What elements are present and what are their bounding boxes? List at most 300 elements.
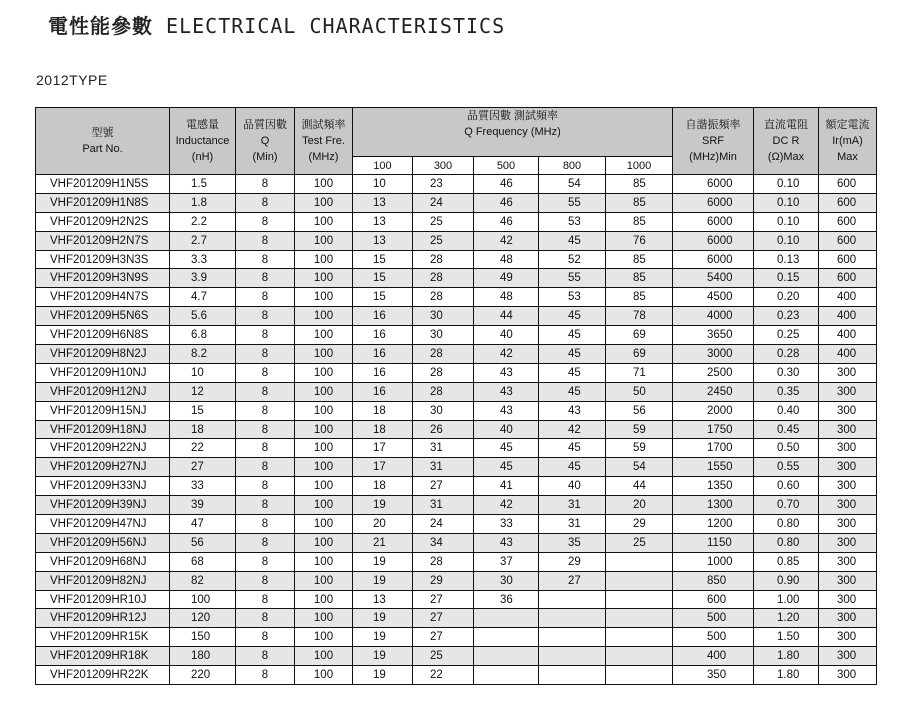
cell-part-no: VHF201209H1N5S [36, 175, 170, 194]
cell-dcr: 0.80 [754, 515, 819, 534]
cell-q-500: 42 [474, 345, 539, 364]
header-freq-100: 100 [353, 157, 413, 175]
header-row [36, 108, 877, 157]
cell-ir: 600 [819, 175, 877, 194]
cell-q-500 [474, 647, 539, 666]
cell-part-no: VHF201209HR10J [36, 590, 170, 609]
cell-q-800: 53 [539, 288, 606, 307]
cell-srf: 600 [673, 590, 754, 609]
cell-q-1000: 85 [606, 288, 673, 307]
cell-dcr: 0.25 [754, 326, 819, 345]
cell-q-100: 18 [353, 420, 413, 439]
cell-ir: 300 [819, 420, 877, 439]
table-row [36, 345, 877, 364]
cell-q-800 [539, 590, 606, 609]
cell-test-freq: 100 [295, 382, 353, 401]
cell-q-min: 8 [236, 647, 295, 666]
cell-dcr: 1.20 [754, 609, 819, 628]
cell-q-min: 8 [236, 345, 295, 364]
cell-inductance: 4.7 [170, 288, 236, 307]
cell-q-500: 40 [474, 326, 539, 345]
cell-q-300: 23 [413, 175, 474, 194]
cell-q-300: 27 [413, 628, 474, 647]
cell-ir: 300 [819, 363, 877, 382]
cell-q-min: 8 [236, 175, 295, 194]
cell-dcr: 0.10 [754, 193, 819, 212]
cell-test-freq: 100 [295, 590, 353, 609]
cell-srf: 1750 [673, 420, 754, 439]
cell-q-1000 [606, 609, 673, 628]
cell-test-freq: 100 [295, 363, 353, 382]
cell-q-100: 19 [353, 496, 413, 515]
cell-part-no: VHF201209H12NJ [36, 382, 170, 401]
cell-test-freq: 100 [295, 175, 353, 194]
cell-q-100: 16 [353, 382, 413, 401]
table-row [36, 609, 877, 628]
cell-inductance: 2.7 [170, 231, 236, 250]
cell-q-500 [474, 666, 539, 685]
cell-ir: 600 [819, 231, 877, 250]
cell-q-800 [539, 609, 606, 628]
cell-test-freq: 100 [295, 515, 353, 534]
cell-dcr: 0.35 [754, 382, 819, 401]
table-row [36, 382, 877, 401]
header-test-freq-unit: (MHz) [308, 151, 339, 163]
header-srf-en: SRF [702, 135, 724, 147]
cell-q-300: 25 [413, 647, 474, 666]
cell-ir: 600 [819, 193, 877, 212]
header-q-cjk: 品質因數 [243, 119, 287, 131]
cell-inductance: 1.5 [170, 175, 236, 194]
cell-q-500: 42 [474, 231, 539, 250]
cell-dcr: 1.00 [754, 590, 819, 609]
page-title [48, 10, 505, 39]
cell-srf: 2000 [673, 401, 754, 420]
header-freq-800: 800 [539, 157, 606, 175]
cell-q-100: 16 [353, 363, 413, 382]
cell-q-800: 29 [539, 552, 606, 571]
cell-q-300: 22 [413, 666, 474, 685]
cell-inductance: 56 [170, 533, 236, 552]
cell-inductance: 220 [170, 666, 236, 685]
cell-test-freq: 100 [295, 571, 353, 590]
header-test-freq-en: Test Fre. [302, 135, 345, 147]
header-q-frequency-en: Q Frequency (MHz) [464, 126, 561, 138]
cell-part-no: VHF201209H39NJ [36, 496, 170, 515]
cell-inductance: 33 [170, 477, 236, 496]
cell-q-100: 16 [353, 326, 413, 345]
cell-srf: 500 [673, 609, 754, 628]
header-srf [673, 108, 754, 175]
cell-q-min: 8 [236, 401, 295, 420]
cell-ir: 300 [819, 647, 877, 666]
cell-part-no: VHF201209H82NJ [36, 571, 170, 590]
header-freq-500: 500 [474, 157, 539, 175]
cell-q-100: 13 [353, 590, 413, 609]
cell-dcr: 0.10 [754, 212, 819, 231]
header-dcr-cjk: 直流電阻 [764, 119, 808, 131]
cell-srf: 1550 [673, 458, 754, 477]
cell-q-500: 43 [474, 363, 539, 382]
cell-q-800: 45 [539, 458, 606, 477]
cell-test-freq: 100 [295, 458, 353, 477]
cell-test-freq: 100 [295, 496, 353, 515]
header-freq-300: 300 [413, 157, 474, 175]
type-label: 2012TYPE [36, 72, 108, 88]
cell-q-1000: 56 [606, 401, 673, 420]
table-row [36, 175, 877, 194]
table-row [36, 307, 877, 326]
cell-ir: 300 [819, 609, 877, 628]
cell-ir: 300 [819, 382, 877, 401]
cell-q-300: 28 [413, 345, 474, 364]
header-dcr-en: DC R [772, 135, 800, 147]
table-row [36, 515, 877, 534]
cell-dcr: 1.80 [754, 647, 819, 666]
cell-part-no: VHF201209H2N7S [36, 231, 170, 250]
cell-ir: 300 [819, 496, 877, 515]
cell-q-1000: 54 [606, 458, 673, 477]
cell-q-100: 16 [353, 307, 413, 326]
cell-q-500 [474, 628, 539, 647]
header-inductance [170, 108, 236, 175]
cell-test-freq: 100 [295, 193, 353, 212]
cell-q-min: 8 [236, 590, 295, 609]
cell-test-freq: 100 [295, 609, 353, 628]
table-row [36, 439, 877, 458]
cell-q-min: 8 [236, 288, 295, 307]
cell-q-100: 19 [353, 628, 413, 647]
table-body [36, 175, 877, 685]
cell-inductance: 180 [170, 647, 236, 666]
cell-q-min: 8 [236, 231, 295, 250]
cell-q-300: 25 [413, 231, 474, 250]
cell-test-freq: 100 [295, 250, 353, 269]
cell-inductance: 100 [170, 590, 236, 609]
cell-q-1000 [606, 571, 673, 590]
cell-srf: 4500 [673, 288, 754, 307]
cell-q-300: 24 [413, 193, 474, 212]
header-q-frequency-cjk: 品質因數 測試頻率 [466, 110, 559, 122]
header-freq-1000: 1000 [606, 157, 673, 175]
table-row [36, 269, 877, 288]
cell-dcr: 0.80 [754, 533, 819, 552]
cell-test-freq: 100 [295, 212, 353, 231]
cell-q-300: 31 [413, 496, 474, 515]
cell-q-100: 15 [353, 269, 413, 288]
cell-q-100: 19 [353, 609, 413, 628]
cell-q-min: 8 [236, 382, 295, 401]
cell-ir: 300 [819, 571, 877, 590]
cell-dcr: 0.60 [754, 477, 819, 496]
table-row [36, 288, 877, 307]
table-row [36, 231, 877, 250]
electrical-characteristics-table [35, 107, 877, 685]
cell-srf: 1300 [673, 496, 754, 515]
cell-q-500: 43 [474, 533, 539, 552]
cell-q-1000: 76 [606, 231, 673, 250]
cell-q-500: 37 [474, 552, 539, 571]
cell-part-no: VHF201209H3N9S [36, 269, 170, 288]
cell-q-500: 46 [474, 193, 539, 212]
cell-q-min: 8 [236, 439, 295, 458]
header-q-unit: (Min) [252, 151, 278, 163]
cell-q-800: 40 [539, 477, 606, 496]
cell-q-800 [539, 666, 606, 685]
cell-srf: 500 [673, 628, 754, 647]
cell-q-800: 53 [539, 212, 606, 231]
table-row [36, 590, 877, 609]
cell-q-300: 30 [413, 401, 474, 420]
cell-dcr: 0.20 [754, 288, 819, 307]
cell-q-300: 25 [413, 212, 474, 231]
cell-q-300: 28 [413, 552, 474, 571]
cell-q-300: 24 [413, 515, 474, 534]
cell-inductance: 39 [170, 496, 236, 515]
cell-part-no: VHF201209H6N8S [36, 326, 170, 345]
cell-q-min: 8 [236, 477, 295, 496]
cell-q-800: 27 [539, 571, 606, 590]
cell-part-no: VHF201209H15NJ [36, 401, 170, 420]
cell-dcr: 0.45 [754, 420, 819, 439]
cell-q-100: 10 [353, 175, 413, 194]
cell-q-800: 45 [539, 382, 606, 401]
cell-q-100: 19 [353, 647, 413, 666]
cell-test-freq: 100 [295, 288, 353, 307]
cell-part-no: VHF201209H2N2S [36, 212, 170, 231]
cell-q-1000: 71 [606, 363, 673, 382]
cell-srf: 5400 [673, 269, 754, 288]
cell-q-300: 31 [413, 439, 474, 458]
cell-q-min: 8 [236, 496, 295, 515]
cell-q-1000 [606, 666, 673, 685]
header-test-freq [295, 108, 353, 175]
cell-dcr: 0.10 [754, 231, 819, 250]
cell-ir: 300 [819, 590, 877, 609]
cell-q-min: 8 [236, 571, 295, 590]
cell-q-min: 8 [236, 420, 295, 439]
cell-test-freq: 100 [295, 231, 353, 250]
cell-q-500: 46 [474, 175, 539, 194]
cell-q-min: 8 [236, 458, 295, 477]
table-row [36, 420, 877, 439]
cell-q-300: 27 [413, 609, 474, 628]
cell-q-500: 36 [474, 590, 539, 609]
cell-srf: 2450 [673, 382, 754, 401]
cell-q-500: 48 [474, 288, 539, 307]
header-test-freq-cjk: 測試頻率 [301, 119, 346, 131]
cell-ir: 300 [819, 439, 877, 458]
table-row [36, 193, 877, 212]
table-row [36, 401, 877, 420]
cell-q-300: 30 [413, 326, 474, 345]
cell-test-freq: 100 [295, 307, 353, 326]
cell-q-300: 28 [413, 363, 474, 382]
cell-dcr: 0.70 [754, 496, 819, 515]
cell-q-1000: 59 [606, 420, 673, 439]
header-srf-cjk: 自諧振頻率 [685, 119, 741, 131]
cell-test-freq: 100 [295, 628, 353, 647]
cell-dcr: 0.10 [754, 175, 819, 194]
cell-inductance: 27 [170, 458, 236, 477]
cell-part-no: VHF201209H22NJ [36, 439, 170, 458]
cell-q-800: 54 [539, 175, 606, 194]
cell-q-800: 55 [539, 193, 606, 212]
cell-srf: 6000 [673, 193, 754, 212]
cell-part-no: VHF201209H33NJ [36, 477, 170, 496]
cell-q-1000: 29 [606, 515, 673, 534]
cell-test-freq: 100 [295, 647, 353, 666]
cell-q-800: 45 [539, 326, 606, 345]
table-row [36, 212, 877, 231]
cell-dcr: 0.50 [754, 439, 819, 458]
cell-q-100: 15 [353, 288, 413, 307]
cell-inductance: 47 [170, 515, 236, 534]
cell-part-no: VHF201209HR18K [36, 647, 170, 666]
cell-inductance: 3.3 [170, 250, 236, 269]
cell-q-800: 45 [539, 307, 606, 326]
cell-q-min: 8 [236, 193, 295, 212]
cell-q-500: 45 [474, 439, 539, 458]
cell-q-300: 27 [413, 477, 474, 496]
cell-q-min: 8 [236, 552, 295, 571]
cell-q-100: 13 [353, 231, 413, 250]
header-inductance-unit: (nH) [191, 151, 214, 163]
header-q-frequency [353, 108, 673, 157]
header-ir [819, 108, 877, 175]
cell-q-1000: 85 [606, 269, 673, 288]
header-q-en: Q [260, 135, 270, 147]
cell-srf: 1700 [673, 439, 754, 458]
cell-q-1000 [606, 552, 673, 571]
cell-q-1000: 20 [606, 496, 673, 515]
cell-test-freq: 100 [295, 345, 353, 364]
cell-part-no: VHF201209H68NJ [36, 552, 170, 571]
cell-q-800: 52 [539, 250, 606, 269]
cell-q-300: 31 [413, 458, 474, 477]
header-part-no [36, 108, 170, 175]
table-row [36, 458, 877, 477]
cell-srf: 6000 [673, 212, 754, 231]
cell-q-500: 41 [474, 477, 539, 496]
cell-q-100: 19 [353, 666, 413, 685]
cell-q-500: 43 [474, 382, 539, 401]
cell-q-300: 28 [413, 382, 474, 401]
cell-part-no: VHF201209H47NJ [36, 515, 170, 534]
cell-test-freq: 100 [295, 269, 353, 288]
cell-ir: 600 [819, 269, 877, 288]
cell-q-min: 8 [236, 269, 295, 288]
header-srf-unit: (MHz)Min [689, 151, 737, 163]
cell-q-min: 8 [236, 628, 295, 647]
cell-test-freq: 100 [295, 477, 353, 496]
cell-ir: 300 [819, 628, 877, 647]
cell-q-min: 8 [236, 363, 295, 382]
cell-q-1000: 85 [606, 212, 673, 231]
cell-ir: 300 [819, 666, 877, 685]
cell-dcr: 1.80 [754, 666, 819, 685]
cell-part-no: VHF201209HR15K [36, 628, 170, 647]
cell-part-no: VHF201209H5N6S [36, 307, 170, 326]
cell-q-1000: 69 [606, 326, 673, 345]
cell-srf: 1000 [673, 552, 754, 571]
cell-q-1000: 78 [606, 307, 673, 326]
cell-srf: 1350 [673, 477, 754, 496]
cell-q-800: 45 [539, 345, 606, 364]
cell-srf: 3650 [673, 326, 754, 345]
cell-q-300: 26 [413, 420, 474, 439]
cell-q-800: 45 [539, 231, 606, 250]
table-row [36, 250, 877, 269]
cell-q-800: 55 [539, 269, 606, 288]
cell-q-min: 8 [236, 515, 295, 534]
cell-q-100: 18 [353, 401, 413, 420]
cell-srf: 4000 [673, 307, 754, 326]
header-part-cjk: 型號 [91, 127, 114, 139]
cell-test-freq: 100 [295, 420, 353, 439]
cell-inductance: 15 [170, 401, 236, 420]
cell-inductance: 12 [170, 382, 236, 401]
table-row [36, 552, 877, 571]
cell-part-no: VHF201209H3N3S [36, 250, 170, 269]
cell-q-800: 31 [539, 515, 606, 534]
cell-ir: 300 [819, 401, 877, 420]
cell-test-freq: 100 [295, 439, 353, 458]
cell-ir: 300 [819, 533, 877, 552]
cell-q-min: 8 [236, 307, 295, 326]
cell-test-freq: 100 [295, 533, 353, 552]
cell-q-min: 8 [236, 666, 295, 685]
cell-q-1000: 50 [606, 382, 673, 401]
cell-q-min: 8 [236, 326, 295, 345]
cell-dcr: 0.55 [754, 458, 819, 477]
cell-q-100: 13 [353, 193, 413, 212]
header-inductance-cjk: 電感量 [186, 119, 219, 131]
cell-dcr: 1.50 [754, 628, 819, 647]
cell-q-800: 35 [539, 533, 606, 552]
cell-q-800: 45 [539, 439, 606, 458]
header-ir-en: Ir(mA) [832, 135, 863, 147]
cell-ir: 300 [819, 515, 877, 534]
cell-q-1000: 85 [606, 175, 673, 194]
cell-q-1000: 69 [606, 345, 673, 364]
cell-inductance: 22 [170, 439, 236, 458]
cell-ir: 400 [819, 288, 877, 307]
cell-inductance: 68 [170, 552, 236, 571]
cell-ir: 400 [819, 307, 877, 326]
cell-q-800 [539, 628, 606, 647]
cell-q-500: 48 [474, 250, 539, 269]
cell-q-800: 45 [539, 363, 606, 382]
cell-part-no: VHF201209H56NJ [36, 533, 170, 552]
table-row [36, 647, 877, 666]
cell-srf: 1150 [673, 533, 754, 552]
cell-q-100: 19 [353, 571, 413, 590]
cell-q-100: 19 [353, 552, 413, 571]
cell-q-300: 29 [413, 571, 474, 590]
cell-test-freq: 100 [295, 552, 353, 571]
cell-inductance: 82 [170, 571, 236, 590]
table-row [36, 571, 877, 590]
cell-inductance: 3.9 [170, 269, 236, 288]
header-ir-cjk: 額定電流 [825, 119, 870, 131]
cell-q-500: 42 [474, 496, 539, 515]
cell-dcr: 0.40 [754, 401, 819, 420]
cell-srf: 1200 [673, 515, 754, 534]
cell-q-min: 8 [236, 212, 295, 231]
cell-srf: 2500 [673, 363, 754, 382]
header-ir-unit: Max [837, 151, 858, 163]
